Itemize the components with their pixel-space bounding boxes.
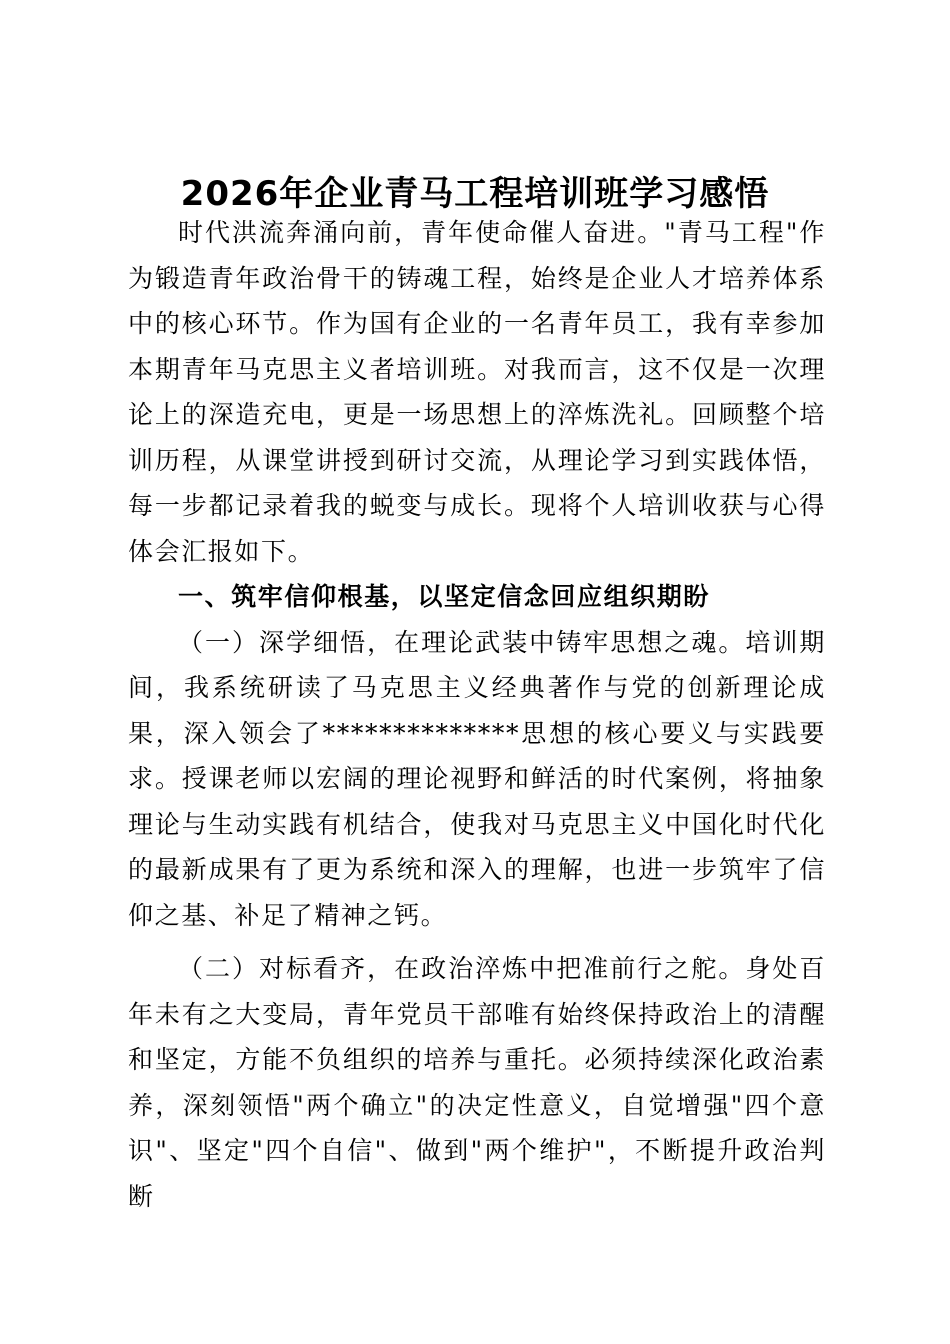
subsection-paragraph-2: （二）对标看齐，在政治淬炼中把准前行之舵。身处百年未有之大变局，青年党员干部唯有始终保持政治上的清醒和坚定，方能不负组织的培养与重托。必须持续深化政治素养，深刻领悟"两个确立"的决定性意义，自觉增强"四个意识"、坚定"四个自信"、做到"两个维护"，不断提升政治判断: [128, 954, 826, 1211]
intro-paragraph: 时代洪流奔涌向前，青年使命催人奋进。"青马工程"作为锻造青年政治骨干的铸魂工程，始终是企业人才培养体系中的核心环节。作为国有企业的一名青年员工，我有幸参加本期青年马克思主义者培训班。对我而言，这不仅是一次理论上的深造充电，更是一场思想上的淬炼洗礼。回顾整个培训历程，从课堂讲授到研讨交流，从理论学习到实践体悟，每一步都记录着我的蜕变与成长。现将个人培训收获与心得体会汇报如下。: [128, 218, 826, 566]
document-title: 2026年企业青马工程培训班学习感悟: [180, 174, 770, 214]
subsection-paragraph-1: （一）深学细悟，在理论武装中铸牢思想之魂。培训期间，我系统研读了马克思主义经典著作与党的创新理论成果，深入领会了**************思想的核心要义与实践要求。授课老师以宏阔的理论视野和鲜活的时代案例，将抽象理论与生动实践有机结合，使我对马克思主义中国化时代化的最新成果有了更为系统和深入的理解，也进一步筑牢了信仰之基、补足了精神之钙。: [128, 627, 826, 930]
document-body: [128, 210, 826, 1219]
section-heading-1: 一、筑牢信仰根基，以坚定信念回应组织期盼: [178, 582, 711, 611]
